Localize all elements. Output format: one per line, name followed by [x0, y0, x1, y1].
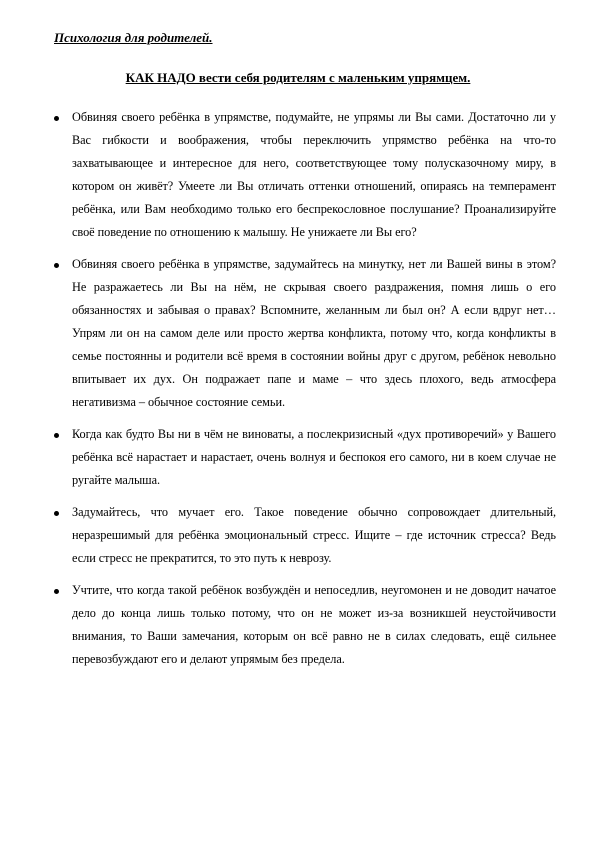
list-item: [0, 253, 595, 414]
list-item-text: Когда как будто Вы ни в чём не виноваты, а послекризисный «дух противоречий» у Вашего ребёнка всё нарастает и нарастает, очень волнуя и беспокоя его самого, ни в коем случае не ругайте малыша.: [72, 427, 556, 487]
list-item: [0, 423, 595, 492]
list-item: [0, 106, 595, 244]
list-item: [0, 579, 595, 671]
section-kicker: Психология для родителей.: [54, 30, 213, 45]
list-item-text: Обвиняя своего ребёнка в упрямстве, подумайте, не упрямы ли Вы сами. Достаточно ли у Вас гибкости и воображения, чтобы переключить упрямство ребёнка на что-то захватывающее и интересное для него, соответствующее тому полусказочному миру, в котором он живёт? Умеете ли Вы отличать оттенки отношений, опираясь на темперамент ребёнка, или Вам необходимо только его беспрекословное послушание? Проанализируйте своё поведение по отношению к малышу. Не унижаете ли Вы его?: [72, 110, 556, 239]
list-item-text: Задумайтесь, что мучает его. Такое поведение обычно сопровождает длительный, неразрешимый для ребёнка эмоциональный стресс. Ищите – где источник стресса? Ведь если стресс не прекратится, то это путь к неврозу.: [72, 505, 556, 565]
list-item-text: Обвиняя своего ребёнка в упрямстве, задумайтесь на минутку, нет ли Вашей вины в этом? Не разражаетесь ли Вы на нём, не скрывая своего раздражения, помня лишь о его обязанностях и забывая о правах? Вспомните, желанным ли был он? А если вдруг нет… Упрям ли он на самом деле или просто жертва конфликта, потому что, когда конфликты в семье постоянны и родители всё время в состоянии войны друг с другом, ребёнок невольно впитывает их дух. Он подражает папе и маме – что здесь плохого, ведь атмосфера негативизма – обычное состояние семьи.: [72, 257, 556, 409]
bullet-icon: [54, 116, 59, 121]
bullet-icon: [54, 433, 59, 438]
advice-list: [0, 106, 595, 680]
list-item-text: Учтите, что когда такой ребёнок возбуждён и непоседлив, неугомонен и не доводит начатое дело до конца лишь только потому, что он не может из-за возникшей неустойчивости внимания, то Ваши замечания, которым он всё равно не в силах следовать, ещё сильнее перевозбуждают его и делают упрямым без предела.: [72, 583, 556, 666]
list-item: [0, 501, 595, 570]
bullet-icon: [54, 511, 59, 516]
page-title: КАК НАДО вести себя родителям с маленьким упрямцем.: [125, 70, 471, 85]
bullet-icon: [54, 589, 59, 594]
bullet-icon: [54, 263, 59, 268]
